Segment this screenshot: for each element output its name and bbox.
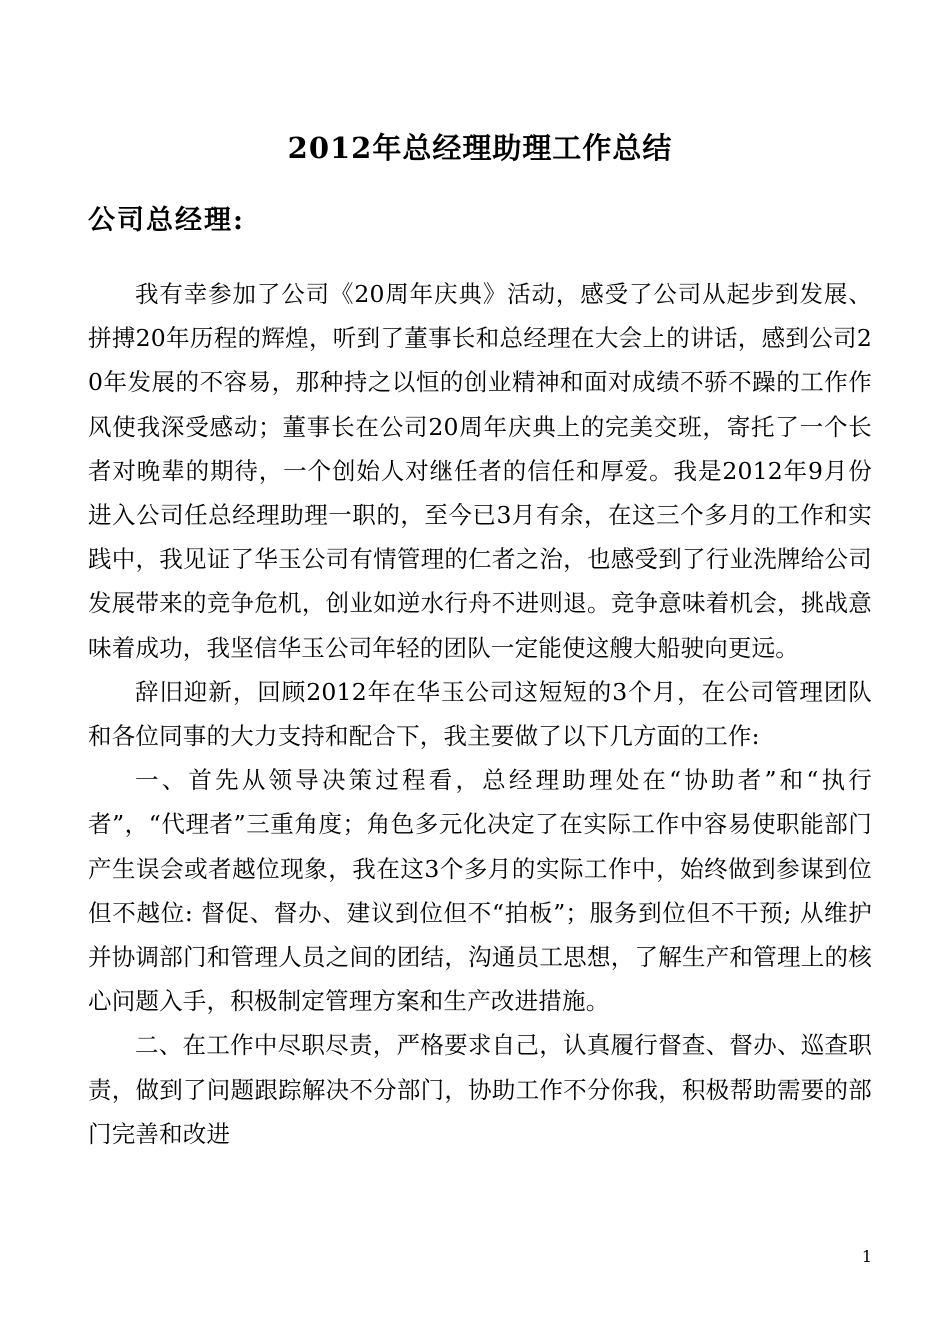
salutation-heading: 公司总经理:: [88, 205, 245, 236]
paragraph: 我有幸参加了公司《20周年庆典》活动，感受了公司从起步到发展、拼搏20年历程的辉煌，听到了董事长和总经理在大会上的讲话，感到公司20年发展的不容易，那种持之以恒的创业精神和面对成绩不骄不躁的工作作风使我深受感动；董事长在公司20周年庆典上的完美交班，寄托了一个长者对晚辈的期待，一个创始人对继任者的信任和厚爱。我是2012年9月份进入公司任总经理助理一职的，至今已3月有余，在这三个多月的工作和实践中，我见证了华玉公司有情管理的仁者之治，也感受到了行业洗牌给公司发展带来的竞争危机，创业如逆水行舟不进则退。竞争意味着机会，挑战意味着成功，我坚信华玉公司年轻的团队一定能使这艘大船驶向更远。: [88, 280, 872, 662]
paragraph: 一、首先从领导决策过程看，总经理助理处在“协助者”和“执行者”，“代理者”三重角度；角色多元化决定了在实际工作中容易使职能部门产生误会或者越位现象，我在这3个多月的实际工作中，始终做到参谋到位但不越位: 督促、督办、建议到位但不“拍板”；服务到位但不干预; 从维护并协调部门和管理人员之间的团结，沟通员工思想，了解生产和管理上的核心问题入手，积极制定管理方案和生产改进措施。: [88, 766, 872, 1016]
paragraph: 辞旧迎新，回顾2012年在华玉公司这短短的3个月，在公司管理团队和各位同事的大力支持和配合下，我主要做了以下几方面的工作:: [88, 677, 872, 751]
page-number: 1: [861, 1247, 872, 1266]
page-title: 2012年总经理助理工作总结: [287, 131, 673, 165]
paragraph: 二、在工作中尽职尽责，严格要求自己，认真履行督查、督办、巡查职责，做到了问题跟踪解决不分部门，协助工作不分你我，积极帮助需要的部门完善和改进: [88, 1031, 872, 1148]
document-body: [88, 272, 872, 1156]
